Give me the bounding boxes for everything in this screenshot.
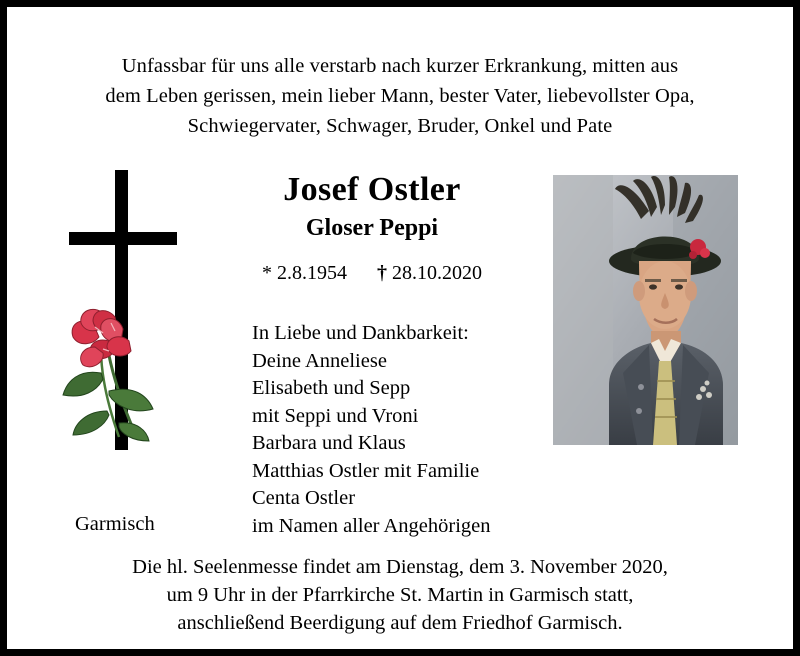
cross-dagger-icon: †: [377, 262, 387, 284]
family-line-3: Elisabeth und Sepp: [252, 377, 411, 399]
nickname: Gloser Peppi: [305, 215, 439, 241]
family-line-1: In Liebe und Dankbarkeit:: [252, 322, 469, 344]
service-line-3: anschließend Beerdigung auf dem Friedhof Garmisch.: [177, 612, 623, 634]
flower-icon: [49, 307, 179, 447]
place-label: Garmisch: [75, 513, 155, 535]
intro-paragraph: [7, 51, 793, 141]
family-line-7: Centa Ostler: [252, 487, 356, 509]
deceased-name: Josef Ostler: [283, 171, 461, 208]
cross-horizontal-bar: [69, 232, 177, 245]
family-line-2: Deine Anneliese: [252, 349, 387, 372]
family-line-6: Matthias Ostler mit Familie: [252, 459, 480, 482]
family-line-8: im Namen aller Angehörigen: [252, 514, 491, 537]
service-line-2: um 9 Uhr in der Pfarrkirche St. Martin in Garmisch statt,: [166, 584, 634, 606]
name-block: [207, 170, 537, 286]
intro-line-2: dem Leben gerissen, mein lieber Mann, bester Vater, liebevollster Opa,: [105, 85, 695, 107]
service-line-1: Die hl. Seelenmesse findet am Dienstag, dem 3. November 2020,: [132, 556, 668, 578]
family-line-5: Barbara und Klaus: [252, 432, 406, 454]
life-dates: [207, 260, 537, 286]
intro-line-3: Schwiegervater, Schwager, Bruder, Onkel und Pate: [187, 115, 613, 137]
death-date: 28.10.2020: [392, 262, 482, 284]
family-line-4: mit Seppi und Vroni: [252, 404, 419, 427]
intro-line-1: Unfassbar für uns alle verstarb nach kurzer Erkrankung, mitten aus: [121, 55, 679, 77]
family-list: [252, 320, 491, 540]
service-info: [7, 553, 793, 637]
birth-date: * 2.8.1954: [262, 262, 347, 284]
portrait-photo: [553, 175, 738, 445]
